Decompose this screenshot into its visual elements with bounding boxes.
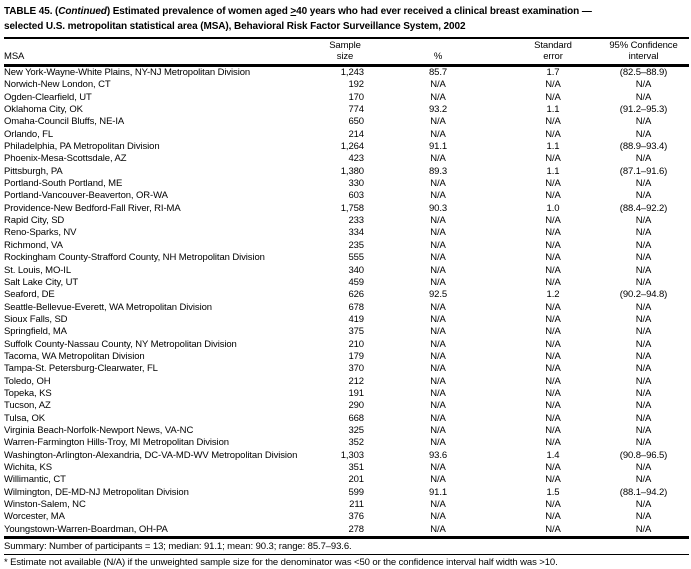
table-row	[4, 462, 689, 474]
standard-error-cell: N/A	[545, 523, 561, 535]
msa-cell: Youngstown-Warren-Boardman, OH-PA	[4, 523, 168, 535]
msa-cell: Richmond, VA	[4, 239, 63, 251]
sample-size-cell: 459	[348, 276, 364, 288]
sample-size-cell: 423	[348, 153, 364, 165]
standard-error-cell: 1.5	[546, 486, 560, 498]
confidence-interval-cell: (90.8–96.5)	[619, 449, 668, 461]
percent-cell: N/A	[430, 301, 446, 313]
sample-size-cell: 419	[348, 313, 364, 325]
confidence-interval-cell: (88.4–92.2)	[619, 202, 668, 214]
msa-cell: Virginia Beach-Norfolk-Newport News, VA-NC	[4, 424, 194, 436]
percent-cell: 85.7	[428, 67, 448, 78]
footnote: * Estimate not available (N/A) if the unweighted sample size for the denominator was <50 or the confidence interval half width was >10.	[4, 557, 558, 569]
confidence-interval-cell: N/A	[635, 264, 652, 276]
standard-error-cell: 1.4	[546, 449, 560, 461]
confidence-interval-cell: N/A	[635, 215, 652, 227]
table-row	[4, 178, 689, 190]
confidence-interval-cell: N/A	[635, 375, 652, 387]
confidence-interval-cell: N/A	[635, 79, 652, 91]
standard-error-cell: N/A	[545, 400, 561, 412]
sample-size-cell: 352	[348, 437, 364, 449]
column-header-sample-size	[322, 38, 368, 66]
msa-cell: Providence-New Bedford-Fall River, RI-MA	[4, 202, 181, 214]
confidence-interval-cell: (88.9–93.4)	[619, 141, 668, 153]
sample-size-cell: 1,303	[340, 449, 364, 461]
standard-error-cell: N/A	[545, 499, 561, 511]
confidence-interval-cell: N/A	[635, 499, 652, 511]
sample-size-cell: 1,380	[340, 165, 364, 177]
msa-cell: Norwich-New London, CT	[4, 79, 111, 91]
table-row	[4, 425, 689, 437]
msa-cell: Reno-Sparks, NV	[4, 227, 77, 239]
sample-size-cell: 211	[349, 499, 364, 511]
percent-cell: N/A	[430, 400, 446, 412]
table-row	[4, 203, 689, 215]
msa-cell: Tulsa, OK	[4, 412, 45, 424]
confidence-interval-cell: N/A	[635, 387, 652, 399]
msa-cell: Willimantic, CT	[4, 474, 66, 486]
confidence-interval-cell: N/A	[635, 326, 652, 338]
msa-cell: Wilmington, DE-MD-NJ Metropolitan Division	[4, 486, 189, 498]
standard-error-cell: N/A	[545, 363, 561, 375]
sample-size-header-line1: Sample	[329, 40, 361, 51]
msa-cell: Rockingham County-Strafford County, NH Metropolitan Division	[4, 252, 265, 264]
table-row	[4, 339, 689, 351]
table-row	[4, 66, 689, 80]
percent-cell: N/A	[430, 326, 446, 338]
sample-size-cell: 233	[348, 215, 364, 227]
confidence-interval-header-line2: interval	[628, 50, 659, 62]
sample-size-cell: 325	[348, 424, 364, 436]
summary-line: Summary: Number of participants = 13; median: 91.1; mean: 90.3; range: 85.7–93.6.	[4, 539, 689, 555]
standard-error-cell: N/A	[545, 301, 561, 313]
column-header-percent: %	[433, 50, 443, 62]
table-row	[4, 499, 689, 511]
percent-cell: 92.5	[428, 289, 448, 301]
table-row	[4, 190, 689, 202]
msa-cell: Portland-South Portland, ME	[4, 178, 123, 190]
table-row	[4, 240, 689, 252]
percent-cell: N/A	[430, 313, 446, 325]
table-row	[4, 92, 689, 104]
percent-cell: 90.3	[428, 202, 448, 214]
percent-cell: N/A	[430, 178, 446, 190]
percent-cell: 93.6	[428, 449, 448, 461]
table-row	[4, 450, 689, 462]
percent-cell: 89.3	[428, 165, 448, 177]
percent-cell: N/A	[430, 387, 446, 399]
title-part2: ) Estimated prevalence of women aged	[106, 6, 291, 17]
percent-cell: N/A	[430, 412, 446, 424]
confidence-interval-header-line1: 95% Confidence	[609, 40, 678, 51]
standard-error-cell: N/A	[545, 276, 561, 288]
table-row	[4, 511, 689, 523]
table-row	[4, 252, 689, 264]
percent-cell: N/A	[430, 190, 446, 202]
confidence-interval-cell: N/A	[635, 116, 652, 128]
msa-cell: Worcester, MA	[4, 511, 65, 523]
confidence-interval-cell: N/A	[635, 350, 652, 362]
confidence-interval-cell: N/A	[635, 511, 652, 523]
sample-size-cell: 290	[348, 400, 364, 412]
confidence-interval-cell: (88.1–94.2)	[619, 486, 668, 498]
table-row	[4, 104, 689, 116]
greater-equal-symbol: >	[290, 6, 297, 17]
table-title-line-1	[4, 5, 689, 20]
table-row	[4, 227, 689, 239]
sample-size-cell: 210	[348, 338, 364, 350]
percent-cell: 91.1	[428, 486, 448, 498]
table-header	[4, 38, 689, 66]
percent-cell: N/A	[430, 91, 446, 103]
table-row	[4, 129, 689, 141]
msa-cell: St. Louis, MO-IL	[4, 264, 72, 276]
confidence-interval-cell: N/A	[635, 276, 652, 288]
confidence-interval-cell: N/A	[635, 424, 652, 436]
standard-error-cell: N/A	[545, 462, 561, 473]
table-row	[4, 487, 689, 499]
table-row	[4, 166, 689, 178]
table-title-line-2: selected U.S. metropolitan statistical area (MSA), Behavioral Risk Factor Surveillance System, 2002	[4, 20, 466, 32]
table-row	[4, 326, 689, 338]
confidence-interval-cell: N/A	[635, 400, 652, 412]
table-row	[4, 289, 689, 301]
sample-size-cell: 376	[348, 511, 364, 523]
standard-error-cell: N/A	[545, 215, 561, 227]
msa-cell: Ogden-Clearfield, UT	[4, 91, 92, 103]
standard-error-header-line2: error	[543, 50, 563, 62]
confidence-interval-cell: N/A	[635, 301, 652, 313]
percent-cell: N/A	[430, 511, 446, 523]
column-header-msa: MSA	[4, 50, 25, 62]
standard-error-cell: N/A	[545, 350, 561, 362]
standard-error-cell: N/A	[545, 252, 561, 264]
sample-size-cell: 626	[348, 289, 364, 301]
confidence-interval-cell: N/A	[635, 178, 652, 190]
sample-size-cell: 191	[348, 387, 364, 399]
sample-size-cell: 340	[348, 264, 364, 276]
percent-cell: N/A	[430, 437, 446, 449]
standard-error-cell: N/A	[545, 178, 561, 190]
sample-size-cell: 599	[348, 486, 364, 498]
confidence-interval-cell: N/A	[635, 363, 652, 375]
msa-cell: Sioux Falls, SD	[4, 313, 68, 325]
sample-size-cell: 278	[348, 523, 364, 535]
sample-size-cell: 192	[348, 79, 364, 91]
sample-size-cell: 370	[348, 363, 364, 375]
confidence-interval-cell: (90.2–94.8)	[619, 289, 668, 301]
sample-size-cell: 678	[348, 301, 364, 313]
percent-cell: N/A	[430, 239, 446, 251]
sample-size-cell: 330	[348, 178, 364, 190]
table-title	[4, 5, 689, 34]
confidence-interval-cell: N/A	[635, 227, 652, 239]
msa-cell: Salt Lake City, UT	[4, 276, 79, 288]
standard-error-cell: N/A	[545, 326, 561, 338]
sample-size-cell: 351	[348, 462, 364, 473]
percent-cell: 93.2	[428, 104, 448, 116]
msa-cell: Seaford, DE	[4, 289, 55, 301]
confidence-interval-cell: N/A	[635, 190, 652, 202]
standard-error-cell: 1.1	[546, 141, 560, 153]
table-body	[4, 66, 689, 538]
percent-cell: N/A	[430, 116, 446, 128]
msa-cell: Oklahoma City, OK	[4, 104, 83, 116]
prevalence-table	[4, 37, 689, 539]
msa-cell: Tacoma, WA Metropolitan Division	[4, 350, 145, 362]
msa-cell: Tucson, AZ	[4, 400, 51, 412]
msa-cell: Pittsburgh, PA	[4, 165, 63, 177]
msa-cell: Wichita, KS	[4, 462, 52, 473]
table-row	[4, 413, 689, 425]
table-row	[4, 277, 689, 289]
percent-cell: N/A	[430, 375, 446, 387]
percent-cell: N/A	[430, 79, 446, 91]
table-row	[4, 302, 689, 314]
percent-cell: N/A	[430, 215, 446, 227]
msa-cell: Rapid City, SD	[4, 215, 65, 227]
standard-error-cell: 1.0	[546, 202, 560, 214]
title-part1: TABLE 45. (	[4, 6, 59, 17]
standard-error-cell: N/A	[545, 128, 561, 140]
standard-error-cell: N/A	[545, 511, 561, 523]
percent-cell: N/A	[430, 276, 446, 288]
msa-cell: Springfield, MA	[4, 326, 67, 338]
percent-cell: N/A	[430, 338, 446, 350]
standard-error-cell: N/A	[545, 474, 561, 486]
msa-cell: Winston-Salem, NC	[4, 499, 86, 511]
percent-cell: N/A	[430, 128, 446, 140]
standard-error-cell: 1.1	[546, 165, 560, 177]
table-row	[4, 474, 689, 486]
table-row	[4, 153, 689, 165]
msa-cell: Washington-Arlington-Alexandria, DC-VA-MD-WV Metropolitan Division	[4, 449, 298, 461]
sample-size-cell: 1,243	[340, 67, 364, 78]
standard-error-cell: N/A	[545, 190, 561, 202]
standard-error-cell: N/A	[545, 412, 561, 424]
msa-cell: Tampa-St. Petersburg-Clearwater, FL	[4, 363, 158, 375]
msa-cell: Orlando, FL	[4, 128, 54, 140]
sample-size-cell: 1,758	[340, 202, 364, 214]
table-row	[4, 388, 689, 400]
confidence-interval-cell: N/A	[635, 523, 652, 535]
percent-cell: N/A	[430, 350, 446, 362]
confidence-interval-cell: N/A	[635, 153, 652, 165]
sample-size-cell: 603	[348, 190, 364, 202]
table-row	[4, 314, 689, 326]
table-row	[4, 265, 689, 277]
table-row	[4, 79, 689, 91]
percent-cell: N/A	[430, 474, 446, 486]
standard-error-cell: N/A	[545, 437, 561, 449]
table-row	[4, 116, 689, 128]
msa-cell: Portland-Vancouver-Beaverton, OR-WA	[4, 190, 168, 202]
table-row	[4, 215, 689, 227]
confidence-interval-cell: N/A	[635, 91, 652, 103]
percent-cell: N/A	[430, 424, 446, 436]
title-part3: 40 years who had ever received a clinical breast examination —	[296, 6, 592, 17]
standard-error-cell: 1.1	[546, 104, 560, 116]
msa-cell: Toledo, OH	[4, 375, 51, 387]
confidence-interval-cell: N/A	[635, 252, 652, 264]
confidence-interval-cell: N/A	[635, 412, 652, 424]
table-row	[4, 524, 689, 538]
confidence-interval-cell: (91.2–95.3)	[619, 104, 668, 116]
sample-size-cell: 334	[348, 227, 364, 239]
sample-size-cell: 668	[348, 412, 364, 424]
standard-error-cell: N/A	[545, 424, 561, 436]
confidence-interval-cell: (82.5–88.9)	[619, 67, 668, 78]
sample-size-header-line2: size	[336, 50, 354, 62]
standard-error-cell: N/A	[545, 264, 561, 276]
standard-error-cell: N/A	[545, 227, 561, 239]
table-row	[4, 141, 689, 153]
table-row	[4, 363, 689, 375]
sample-size-cell: 1,264	[340, 141, 364, 153]
percent-cell: N/A	[430, 252, 446, 264]
percent-cell: N/A	[430, 227, 446, 239]
msa-cell: Seattle-Bellevue-Everett, WA Metropolitan Division	[4, 301, 212, 313]
confidence-interval-cell: N/A	[635, 474, 652, 486]
percent-cell: N/A	[430, 523, 446, 535]
sample-size-cell: 201	[348, 474, 364, 486]
sample-size-cell: 235	[348, 239, 364, 251]
standard-error-header-line1: Standard	[534, 40, 572, 51]
confidence-interval-cell: N/A	[635, 338, 652, 350]
percent-cell: N/A	[430, 264, 446, 276]
standard-error-cell: N/A	[545, 375, 561, 387]
table-row	[4, 437, 689, 449]
msa-cell: Suffolk County-Nassau County, NY Metropolitan Division	[4, 338, 237, 350]
msa-cell: Topeka, KS	[4, 387, 52, 399]
msa-cell: Warren-Farmington Hills-Troy, MI Metropolitan Division	[4, 437, 229, 449]
percent-cell: N/A	[430, 462, 446, 473]
table-row	[4, 400, 689, 412]
percent-cell: N/A	[430, 499, 446, 511]
sample-size-cell: 212	[348, 375, 364, 387]
column-header-confidence-interval	[598, 38, 689, 66]
standard-error-cell: N/A	[545, 79, 561, 91]
confidence-interval-cell: N/A	[635, 437, 652, 449]
standard-error-cell: N/A	[545, 116, 561, 128]
title-continued: Continued	[58, 6, 107, 17]
msa-cell: Philadelphia, PA Metropolitan Division	[4, 141, 160, 153]
sample-size-cell: 214	[348, 128, 364, 140]
sample-size-cell: 375	[348, 326, 364, 338]
sample-size-cell: 774	[348, 104, 364, 116]
standard-error-cell: N/A	[545, 387, 561, 399]
table-row	[4, 376, 689, 388]
confidence-interval-cell: N/A	[635, 239, 652, 251]
percent-cell: N/A	[430, 153, 446, 165]
sample-size-cell: 650	[348, 116, 364, 128]
msa-cell: Omaha-Council Bluffs, NE-IA	[4, 116, 125, 128]
standard-error-cell: N/A	[545, 153, 561, 165]
confidence-interval-cell: (87.1–91.6)	[619, 165, 668, 177]
standard-error-cell: 1.2	[546, 289, 560, 301]
sample-size-cell: 170	[348, 91, 364, 103]
percent-cell: N/A	[430, 363, 446, 375]
percent-cell: 91.1	[428, 141, 448, 153]
standard-error-cell: N/A	[545, 239, 561, 251]
column-header-standard-error	[508, 38, 598, 66]
confidence-interval-cell: N/A	[635, 128, 652, 140]
msa-cell: Phoenix-Mesa-Scottsdale, AZ	[4, 153, 127, 165]
confidence-interval-cell: N/A	[635, 313, 652, 325]
sample-size-cell: 555	[348, 252, 364, 264]
confidence-interval-cell: N/A	[635, 462, 652, 473]
table-row	[4, 351, 689, 363]
standard-error-cell: N/A	[545, 338, 561, 350]
msa-cell: New York-Wayne-White Plains, NY-NJ Metropolitan Division	[4, 67, 251, 78]
standard-error-cell: N/A	[545, 91, 561, 103]
standard-error-cell: N/A	[545, 313, 561, 325]
standard-error-cell: 1.7	[546, 67, 560, 78]
sample-size-cell: 179	[348, 350, 364, 362]
